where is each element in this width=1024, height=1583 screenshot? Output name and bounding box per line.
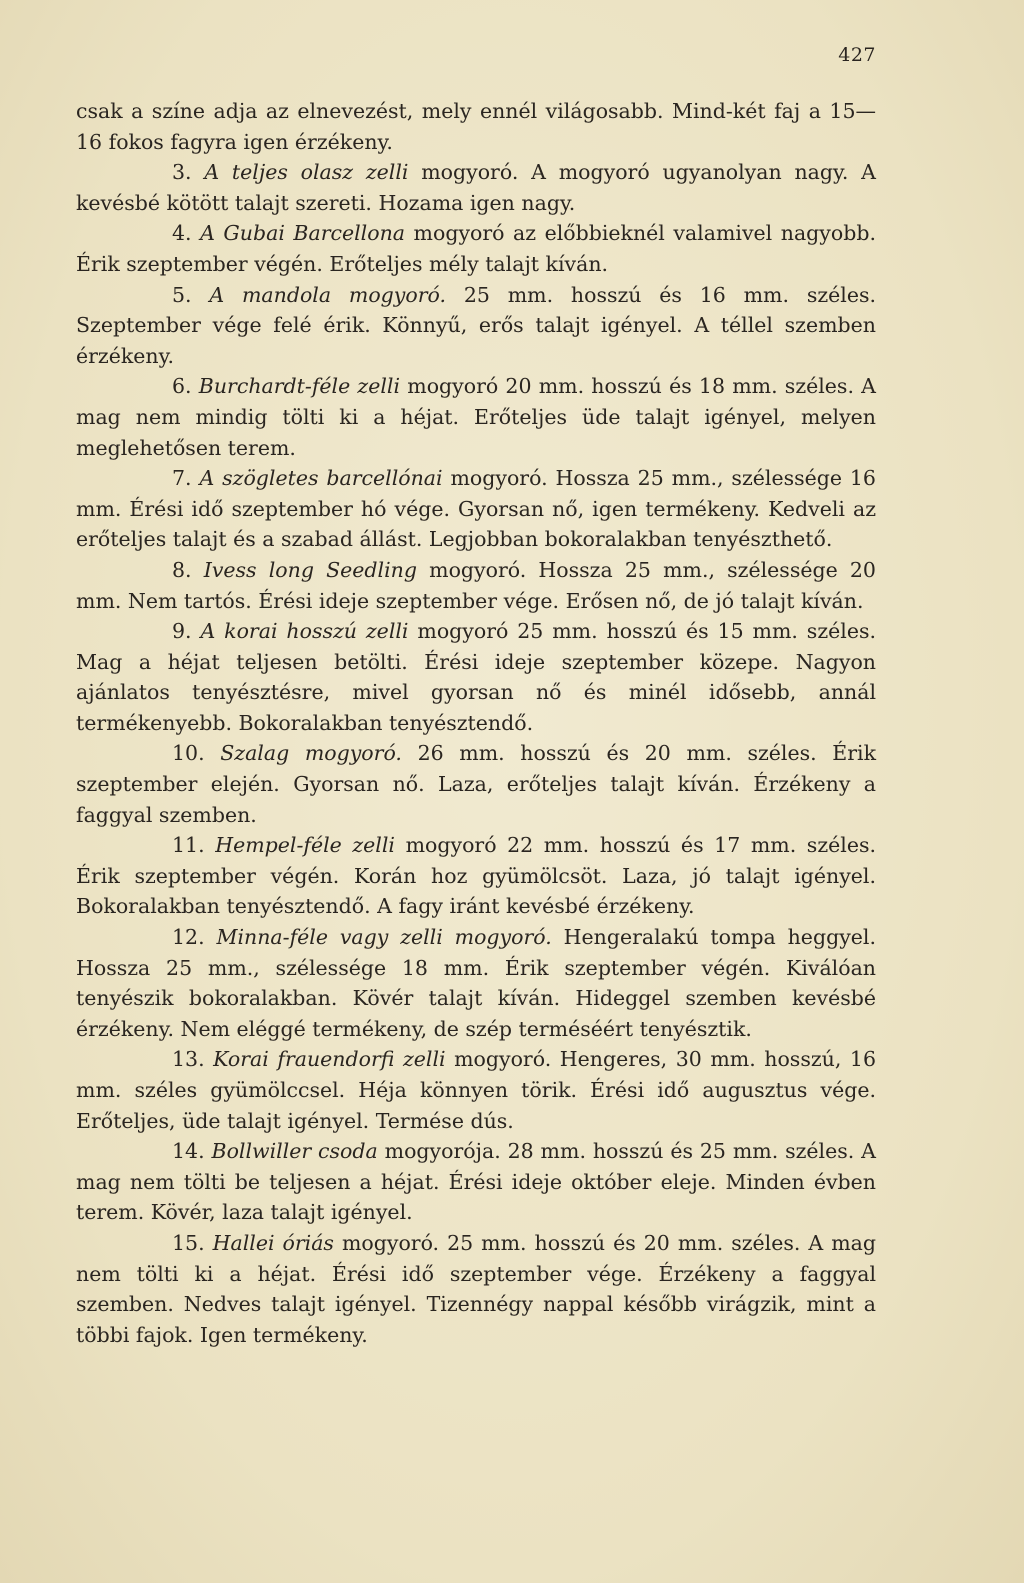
variety-name: A teljes olasz zelli <box>204 160 409 185</box>
entry-number: 7. <box>172 466 192 491</box>
entry-10 <box>76 738 876 830</box>
entry-text: mogyoró. A mogyoró ugyanolyan nagy. A kevésbé kötött talajt szereti. Hozama igen nagy. <box>76 160 876 215</box>
entry-text: mogyoró. Hossza 25 mm., szélessége 20 mm. Nem tartós. Érési ideje szeptember vége. Erősen nő, de jó talajt kíván. <box>76 557 876 613</box>
entry-15 <box>76 1228 876 1350</box>
entry-number: 3. <box>172 160 192 185</box>
variety-name: A Gubai Barcellona <box>200 221 406 246</box>
variety-name: Ivess long Seedling <box>203 557 417 582</box>
entry-number: 5. <box>172 282 192 307</box>
entry-number: 10. <box>172 741 205 766</box>
entry-7 <box>76 463 876 555</box>
entry-number: 15. <box>172 1230 205 1255</box>
entry-text: mogyoró 25 mm. hosszú és 15 mm. széles. Mag a héjat teljesen betölti. Érési ideje szeptember közepe. Nagyon ajánlatos tenyésztésre, mivel gyorsan nő és minél idősebb, annál termékenyebb. Bokoralakban tenyésztendő. <box>76 619 876 735</box>
variety-name: Szalag mogyoró. <box>220 741 402 766</box>
variety-name: A korai hosszú zelli <box>200 619 409 644</box>
page-number: 427 <box>838 44 876 66</box>
entry-number: 4. <box>172 221 192 246</box>
entry-8 <box>76 555 876 616</box>
entry-12 <box>76 922 876 1044</box>
variety-name: Burchardt-féle zelli <box>198 374 401 399</box>
entry-11 <box>76 830 876 922</box>
entry-13 <box>76 1044 876 1136</box>
variety-name: Hempel-féle zelli <box>215 833 395 858</box>
entry-text: mogyoró az előbbieknél valamivel nagyobb. Érik szeptember végén. Erőteljes mély talajt kíván. <box>76 221 876 276</box>
entry-text: 25 mm. hosszú és 16 mm. széles. Szeptember vége felé érik. Könnyű, erős talajt igényel. A téllel szemben érzékeny. <box>76 282 876 368</box>
variety-name: Bollwiller csoda <box>211 1139 378 1164</box>
variety-name: Hallei óriás <box>212 1230 334 1255</box>
entry-text: mogyoró. Hossza 25 mm., szélessége 16 mm. Érési idő szeptember hó vége. Gyorsan nő, igen termékeny. Kedveli az erőteljes talajt és a szabad állást. Legjobban bokoralakban tenyészthető. <box>76 466 876 552</box>
variety-name: A szögletes barcellónai <box>199 466 443 491</box>
body-text <box>76 96 876 1350</box>
entry-text: mogyoró 20 mm. hosszú és 18 mm. széles. A mag nem mindig tölti ki a héjat. Erőteljes üde talajt igényel, melyen meglehetősen terem. <box>76 374 876 460</box>
entry-text: mogyoró 22 mm. hosszú és 17 mm. széles. Érik szeptember végén. Korán hoz gyümölcsöt. Laza, jó talajt igényel. Bokoralakban tenyésztendő. A fagy iránt kevésbé érzékeny. <box>76 833 876 919</box>
entry-14 <box>76 1136 876 1228</box>
variety-name: Minna-féle vagy zelli mogyoró. <box>216 925 552 950</box>
variety-name: Korai frauendorfi zelli <box>213 1047 446 1072</box>
entry-number: 11. <box>172 833 205 858</box>
entry-6 <box>76 371 876 463</box>
entry-number: 12. <box>172 925 205 950</box>
entry-number: 14. <box>172 1139 205 1164</box>
entry-text: mogyorója. 28 mm. hosszú és 25 mm. széles. A mag nem tölti be teljesen a héjat. Érési ideje október eleje. Minden évben terem. Kövér, laza talajt igényel. <box>76 1139 876 1225</box>
entry-number: 13. <box>172 1047 205 1072</box>
entry-3 <box>76 157 876 218</box>
variety-name: A mandola mogyoró. <box>209 282 447 307</box>
entry-9 <box>76 616 876 738</box>
entry-text: mogyoró. 25 mm. hosszú és 20 mm. széles. A mag nem tölti ki a héjat. Érési idő szeptember vége. Érzékeny a faggyal szemben. Nedves talajt igényel. Tizennégy nappal később virágzik, mint a többi fajok. Igen termékeny. <box>76 1230 876 1347</box>
entry-number: 8. <box>172 557 192 582</box>
entry-4 <box>76 218 876 279</box>
entry-5 <box>76 280 876 372</box>
entry-number: 6. <box>172 374 192 399</box>
entry-text: Hengeralakú tompa heggyel. Hossza 25 mm., szélessége 18 mm. Érik szeptember végén. Kiválóan tenyészik bokoralakban. Kövér talajt kíván. Hideggel szemben kevésbé érzékeny. Nem eléggé termékeny, de szép terméséért tenyésztik. <box>76 925 876 1041</box>
intro-paragraph: csak a színe adja az elnevezést, mely ennél világosabb. Mind-két faj a 15—16 fokos fagyra igen érzékeny. <box>76 99 876 154</box>
entry-text: mogyoró. Hengeres, 30 mm. hosszú, 16 mm. széles gyümölccsel. Héja könnyen törik. Érési idő augusztus vége. Erőteljes, üde talajt igényel. Termése dús. <box>76 1047 876 1133</box>
entry-text: 26 mm. hosszú és 20 mm. széles. Érik szeptember elején. Gyorsan nő. Laza, erőteljes talajt kíván. Érzékeny a faggyal szemben. <box>76 741 876 827</box>
entry-number: 9. <box>172 619 192 644</box>
